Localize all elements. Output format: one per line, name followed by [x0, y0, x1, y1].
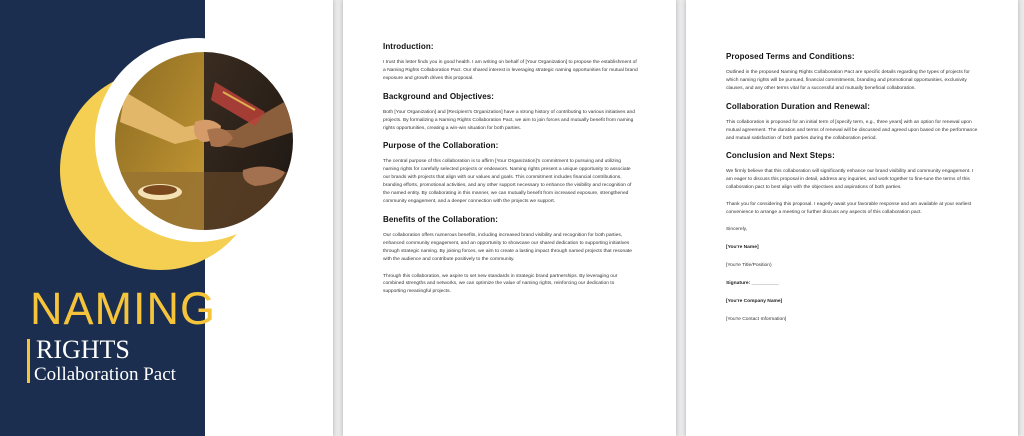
section-background — [383, 92, 638, 133]
section-heading: Conclusion and Next Steps: — [726, 151, 835, 161]
cover-subtitle: Collaboration Pact — [34, 364, 176, 385]
cover-photo-handshake — [115, 52, 293, 230]
document-page-3 — [686, 0, 1018, 436]
section-heading: Introduction: — [383, 42, 434, 51]
company-name: [You're Company Name] — [726, 298, 783, 304]
section-heading: Purpose of the Collaboration: — [383, 141, 499, 151]
cover-title-naming: NAMING — [30, 283, 216, 334]
contact-info: [You're Contact Information] — [726, 316, 787, 322]
signer-name: [You're Name] — [726, 244, 759, 250]
cover-page — [0, 0, 333, 436]
section-introduction — [383, 42, 638, 83]
cover-accent-bar — [27, 339, 30, 383]
section-heading: Proposed Terms and Conditions: — [726, 52, 855, 61]
document-page-2 — [343, 0, 676, 436]
cover-title-rights: RIGHTS — [36, 335, 130, 364]
section-paragraph: Our collaboration offers numerous benefits, including increased brand visibility and recognition for both parties, enhanced community engagement, and an opportunity to showcase our shared dedication to supporting initiatives through strategic naming. By joining forces, we aim to create a lasting impact through named projects that resonate with the audience and contribute positively to the community. — [383, 232, 633, 262]
page-3-content — [726, 52, 981, 333]
section-paragraph: This collaboration is proposed for an initial term of [specify term, e.g., three years] with an option for renewal upon mutual agreement. The duration and terms of renewal will be discussed and agreed upon based on the performance and mutual satisfaction of both parties during the collaboration period. — [726, 119, 978, 141]
signature-block — [726, 226, 981, 323]
section-paragraph: Both [Your Organization] and [Recipient's Organization] have a strong history of contributing to various initiatives and projects. By formalizing a Naming Rights Collaboration Pact, we aim to join forces and mutually benefit from naming rights opportunities, creating a win-win situation for both parties. — [383, 109, 635, 131]
section-heading: Collaboration Duration and Renewal: — [726, 101, 870, 111]
section-paragraph: I trust this letter finds you in good health. I am writing on behalf of [Your Organization] to propose the establishment of a Naming Rights Collaboration Pact. Our shared interest in leveraging strategic naming opportunities for mutual brand exposure and growth drives this proposal. — [383, 60, 638, 81]
signer-title: [You're Title/Position) — [726, 262, 772, 268]
page-2-content — [383, 42, 638, 305]
section-duration — [726, 102, 981, 143]
signature-line: Signature: __________ — [726, 280, 779, 286]
section-conclusion — [726, 151, 981, 217]
section-paragraph: Outlined in the proposed Naming Rights Collaboration Pact are specific details regarding the types of projects for which naming rights will be pursued, financial commitments, branding and promotional opportunities, exclusivity clauses, and any other terms vital for a successful and mutually beneficial collaboration. — [726, 70, 970, 91]
section-benefits — [383, 215, 638, 296]
section-heading: Benefits of the Collaboration: — [383, 214, 498, 224]
section-heading: Background and Objectives: — [383, 91, 495, 101]
closing-line: Sincerely, — [726, 226, 748, 232]
section-purpose — [383, 141, 638, 205]
section-paragraph: Thank you for considering this proposal. I eagerly await your favorable response and am available at your earliest convenience to arrange a meeting or further discuss any aspects of this collaboration pact. — [726, 202, 972, 216]
section-terms — [726, 52, 981, 93]
section-paragraph: The central purpose of this collaboration is to affirm [Your Organization]'s commitment to pursuing and utilizing naming rights for carefully selected projects or endeavors. Naming rights present a unique opportunity to associate our brands with projects that align with our values and goals. This commitment includes financial contributions, branding efforts, promotional activities, and any other support necessary to enhance the visibility and recognition of the named entity. By collaborating in this manner, we can mutually benefit from increased exposure, strengthened community engagement, and a deeper connection with the projects we support. — [383, 159, 632, 204]
section-paragraph: We firmly believe that this collaboration will significantly enhance our brand visibility and community engagement. I am eager to discuss this proposal in detail, address any inquiries, and work together to fine-tune the terms of this collaboration pact to best align with the objectives and aspirations of both parties. — [726, 169, 974, 191]
section-paragraph: Through this collaboration, we aspire to set new standards in strategic brand partnerships. By leveraging our combined strengths and networks, we can optimize the value of naming rights, reinforcing our dedication to supporting meaningful projects. — [383, 273, 618, 295]
